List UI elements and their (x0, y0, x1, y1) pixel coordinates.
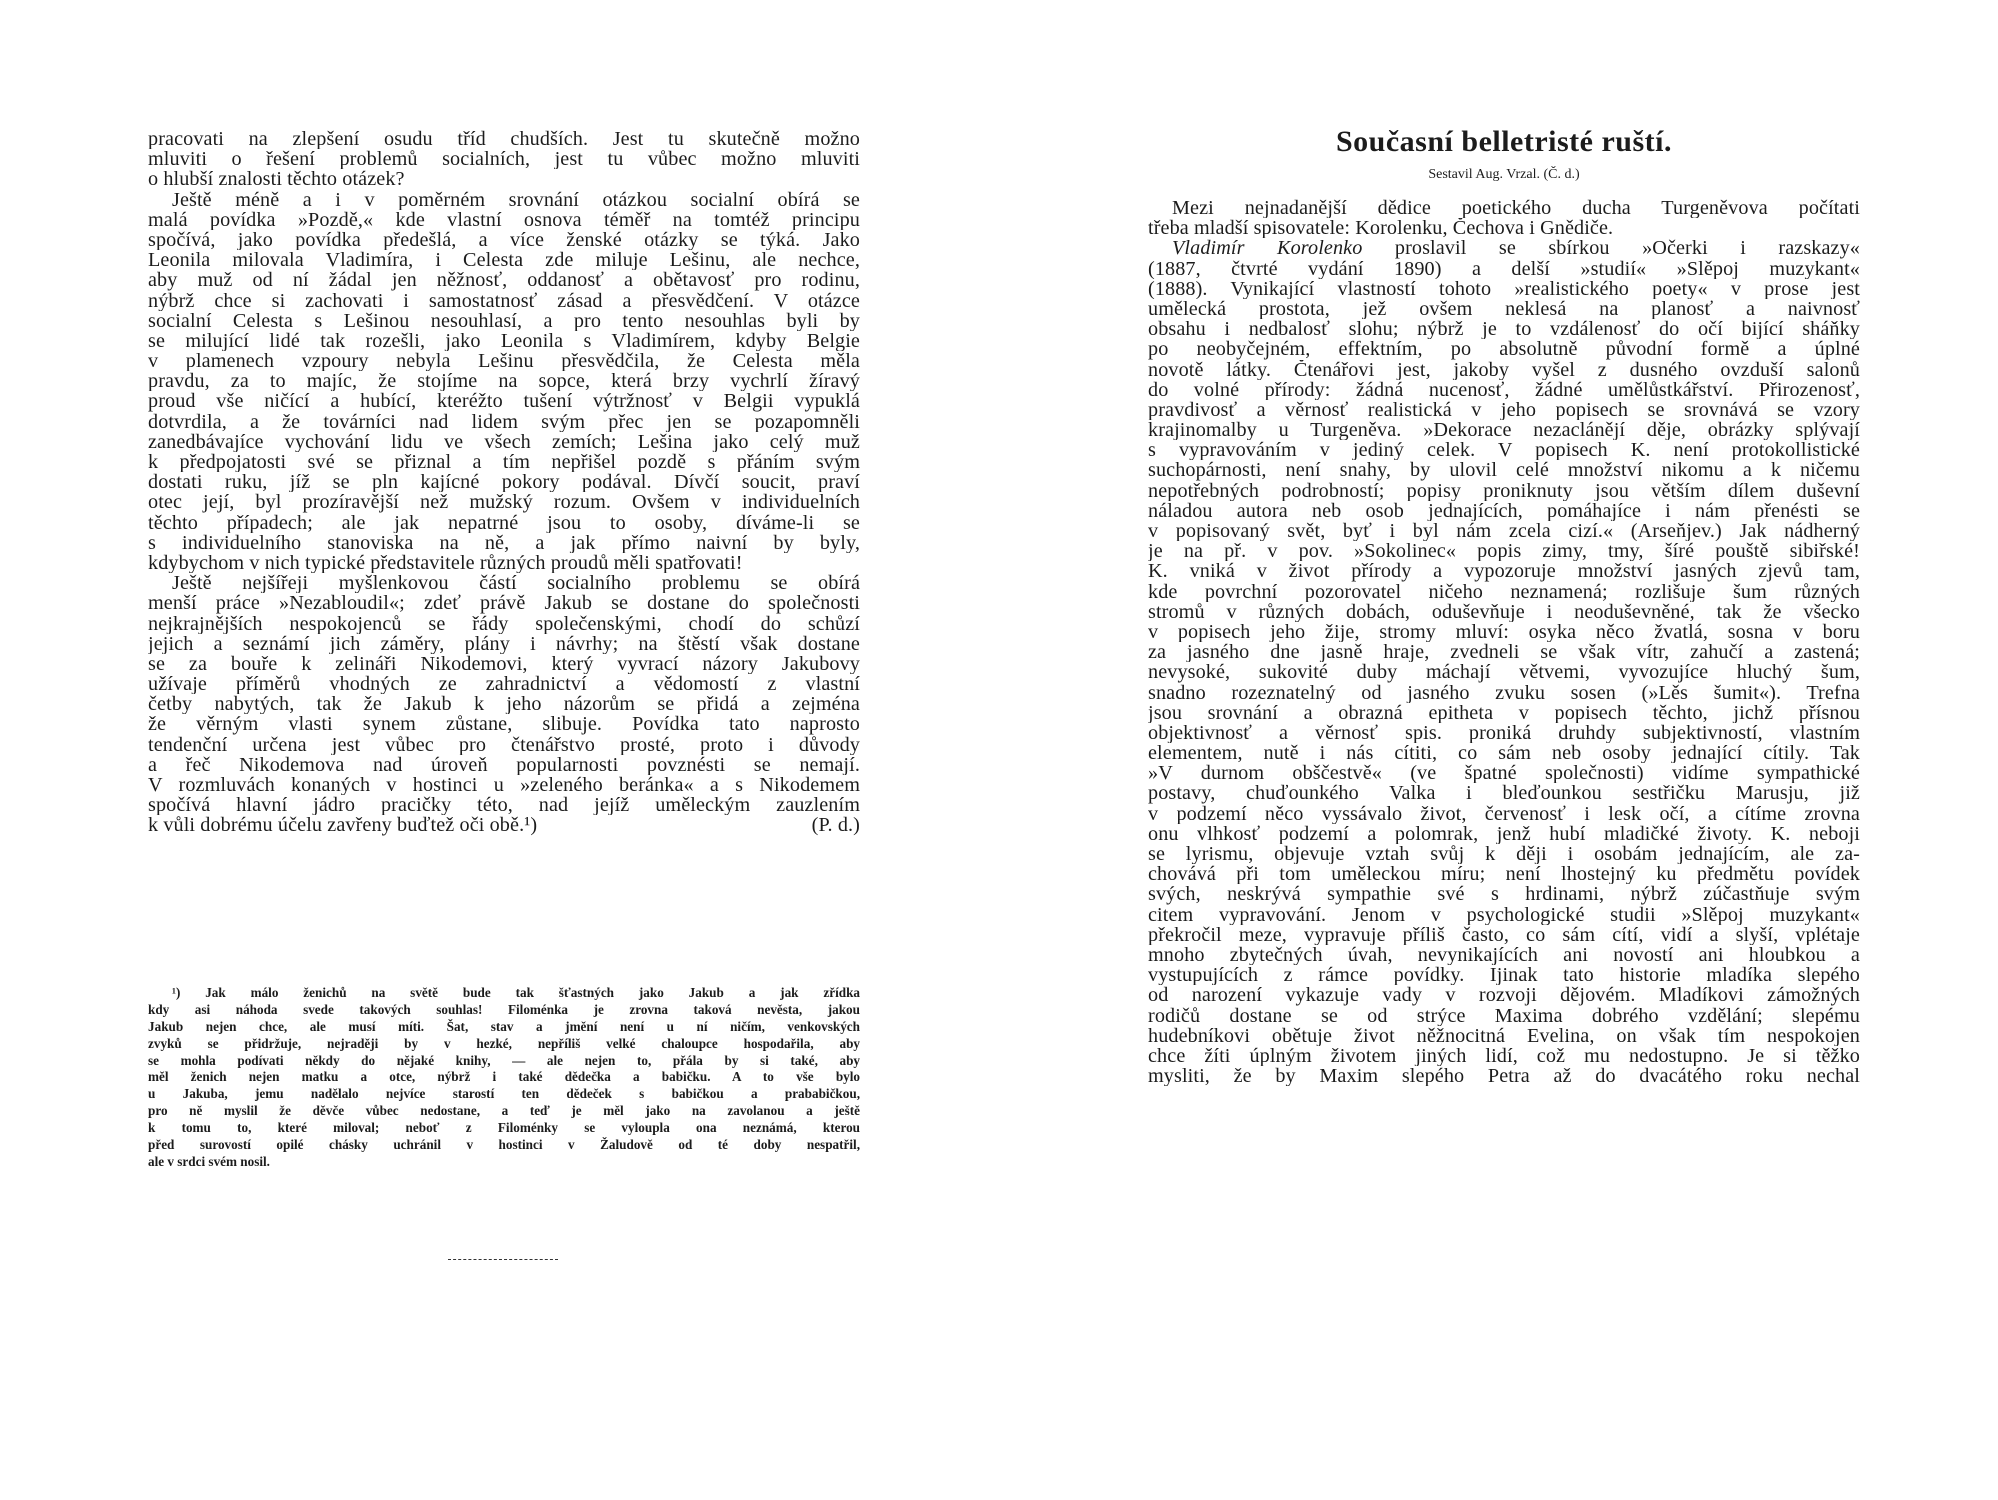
left-body-text (148, 129, 860, 836)
body-line: obsahu i nedbalosť slohu; nýbrž je to vzdálenosť do očí bijící sháňky (1148, 319, 1860, 340)
body-line: otec její, byl prozíravější než mužský rozum. Ovšem v individuelních (148, 492, 860, 513)
body-line: svých, neskrývá sympathie své s hrdinami, nýbrž zúčastňuje svým (1148, 884, 1860, 905)
footnote-line: u Jakuba, jemu nadělalo nejvíce starostí ten dědeček s babičkou a prababičkou, (148, 1086, 860, 1102)
body-line: stromů v různých dobách, oduševňuje i neoduševněné, tak že všecko (1148, 601, 1860, 622)
body-line: pravdu, za to majíc, že stojíme na sopce, která brzy vychrlí žíravý (148, 371, 860, 392)
body-line: mluviti o řešení problemů socialních, jest tu vůbec možno mluviti (148, 149, 860, 170)
body-line: za jasného dne jasně hraje, zvedneli se však vítr, zahučí a zastená; (1148, 642, 1860, 663)
body-line: nejkrajnějších nespokojenců se řády společenskými, chodí do schůzí (148, 613, 860, 634)
body-line: o hlubší znalosti těchto otázek? (148, 169, 405, 190)
body-line: snadno rozeznatelný od jasného zvuku sosen (»Lěs šumit«). Trefna (1148, 682, 1860, 703)
body-line: překročil meze, vypravuje příliš často, co sám cítí, vidí a slyší, vplétaje (1148, 924, 1860, 945)
body-line: k předpojatosti své se přiznal a tím nepřišel pozdě s přáním svým (148, 452, 860, 473)
body-line: od narození vykazuje vady v rozvoji dějovém. Mladíkovi zámožných (1148, 985, 1860, 1006)
footnote-line: před surovostí opilé chásky uchránil v hostinci v Žaludově od té doby nespatřil, (148, 1137, 860, 1153)
body-line: se milující lidé tak rozešli, jako Leonila s Vladimírem, kdyby Belgie (148, 330, 860, 352)
body-line: »V durnom obščestvě« (ve špatné společnosti) vidíme sympathické (1148, 763, 1860, 784)
body-line: V rozmluvách konaných v hostinci u »zeleného beránka« a s Nikodemem (148, 775, 860, 796)
body-line: objektivnosť a věrnosť spis. proniká druhdy subjektivností, vlastním (1148, 722, 1860, 744)
end-rule (448, 1259, 558, 1260)
footnote-line: měl ženich nejen matku a otce, nýbrž i také dědečka a babičku. A to vše bylo (148, 1069, 860, 1085)
body-line: jsou srovnání a obrazná epitheta v popisech těchto, jichž přísnou (1148, 702, 1860, 723)
body-line: aby muž od ní žádal jen něžnosť, oddanosť a obětavosť pro rodinu, (148, 270, 860, 291)
body-line: četby nabytých, tak že Jakub k jeho názorům se přidá a zejména (148, 694, 860, 715)
body-line: do volné přírody: žádná nucenosť, žádné umělůstkářství. Přirozenosť, (1148, 379, 1860, 400)
body-line: spočívá hlavní jádro pracičky této, nad jejíž uměleckým zauzlením (148, 795, 860, 816)
body-line: náladou autora neb osob jednajících, pomáhajíce i nám přenésti se (1148, 500, 1860, 521)
body-line: umělecká prostota, jež ovšem neklesá na planosť a naivnosť (1148, 298, 1860, 320)
footnote-line: se mohla podívati někdy do nějaké knihy, — ale nejen to, přála by si také, aby (148, 1052, 860, 1068)
body-line: po neobyčejném, effektním, po absolutně původní formě a úplné (1148, 339, 1860, 360)
body-line: s individuelního stanoviska na ně, a jak přímo naivní by byly, (148, 532, 860, 553)
body-line: třeba mladší spisovatele: Korolenku, Čechova i Gnědiče. (1148, 218, 1614, 239)
body-line: v podzemí něco vyssávalo život, červenosť i lesk očí, a cítíme zrovna (1148, 803, 1860, 824)
body-line: proud vše ničící a hubící, kteréžto tušení výtržnosť v Belgii vypuklá (148, 391, 860, 412)
article-title: Současní belletristé ruští. (1336, 125, 1672, 158)
body-line: chovává při tom uměleckou míru; není lhostejný ku předmětu povídek (1148, 864, 1860, 885)
body-line: Mezi nejnadanější dědice poetického ducha Turgeněvova počítati (1172, 198, 1860, 219)
body-line: postavy, chuďounkého Valka i bleďounkou sestřičku Marusju, již (1148, 783, 1860, 804)
footnote-line: k tomu to, které miloval; neboť z Filoménky se vyloupla ona neznámá, kterou (148, 1120, 860, 1136)
body-line: v plamenech vzpoury nebyla Lešinu přesvědčila, že Celesta měla (148, 351, 860, 372)
body-line: spočívá, jako povídka předešlá, a více ženské otázky se týká. Jako (148, 229, 860, 251)
body-line: nevysoké, sukovité duby máchají větvemi, vyvozujíce hluchý šum, (1148, 662, 1860, 683)
body-line: se lyrismu, objevuje vztah svůj k ději i osobám jednajícím, ale za- (1148, 844, 1860, 865)
body-line: tendenční určena jest vůbec pro čtenářstvo prosté, proto i důvody (148, 734, 860, 755)
body-line: dotvrdila, a že továrníci nad lidem svým přec jen se pozapomněli (148, 411, 860, 432)
footnote (148, 985, 860, 1171)
body-line: socialní Celesta s Lešinou nesouhlasí, a pro tento nesouhlas byli by (148, 310, 860, 331)
byline: Sestavil Aug. Vrzal. (Č. d.) (1428, 167, 1580, 182)
body-line: pravdivosť a věrnosť realistická v jeho popisech se srovnává se vzory (1148, 399, 1860, 421)
signature: (P. d.) (811, 815, 860, 836)
body-line: citem vypravování. Jenom v psychologické studii »Slěpoj muzykant« (1148, 904, 1860, 925)
body-line: kde povrchní pozorovatel ničeho neznamená; rozlišuje šum různých (1148, 581, 1860, 602)
body-line: zanedbávajíce vychování lidu ve všech zemích; Lešina jako celý muž (148, 431, 860, 452)
body-line: K. vniká v život přírody a vypozoruje množství jasných zjevů tam, (1148, 561, 1860, 582)
body-line: krajinomalby u Turgeněva. »Dekorace nezaclánějí děje, obrázky splývají (1148, 420, 1860, 441)
body-line: Vladimír Korolenko proslavil se sbírkou »Očerki i razskazy« (1172, 238, 1860, 259)
body-line: elementem, nutě i nás cítiti, co sám neb osoby jednající cítily. Tak (1148, 743, 1860, 764)
body-line: hudebníkovi obětuje život něžnocitná Evelina, on však tím nespokojen (1148, 1025, 1860, 1046)
body-line: těchto případech; ale jak nepatrné jsou to osoby, díváme-li se (148, 512, 860, 533)
footnote-line: Jakub nejen chce, ale musí míti. Šat, stav a jmění není u ní ničím, venkovských (148, 1018, 860, 1034)
body-line: k vůli dobrému účelu zavřeny buďtež oči obě.¹) (P. d.) (148, 815, 860, 836)
body-line: Ještě nejšířeji myšlenkovou částí socialního problemu se obírá (172, 573, 860, 594)
body-line: pracovati na zlepšení osudu tříd chudších. Jest tu skutečně možno (148, 129, 860, 150)
body-line: v popisovaný svět, byť i byl nám zcela cizí.« (Arseňjev.) Jak nádherný (1148, 521, 1860, 542)
body-line: malá povídka »Pozdě,« kde vlastní osnova téměř na tomtéž principu (148, 209, 860, 230)
body-line: Ještě méně a i v poměrném srovnání otázkou socialní obírá se (172, 189, 860, 210)
body-line: jejich a seznámí jich záměry, plány i návrhy; na štěstí však dostane (148, 633, 860, 654)
body-line: rodičů dostane se od strýce Maxima dobrého vzdělání; slepému (1148, 1005, 1860, 1026)
body-line: kdybychom v nich typické představitele různých proudů měli spatřovati! (148, 552, 743, 574)
body-line: (1887, čtvrté vydání 1890) a delší »studií« »Slěpoj muzykant« (1148, 258, 1860, 279)
body-line: v popisech jeho žije, stromy mluví: osyka něco žvatlá, sosna v boru (1148, 621, 1860, 643)
body-line: se za bouře k zelináři Nikodemovi, který vyvrací názory Jakubovy (148, 653, 860, 675)
body-line: novotě látky. Čtenářovi jest, jakoby vyšel z dusného ovzduší salonů (1148, 359, 1860, 380)
body-line: mysliti, že by Maxim slepého Petra až do dvacátého roku nechal (1148, 1066, 1860, 1087)
body-line: nýbrž chce si zachovati i samostatnosť zásad a přesvědčení. V otázce (148, 290, 860, 311)
body-line: dostati ruku, jíž se pln kajícné pokory podával. Dívčí soucit, praví (148, 472, 860, 493)
body-line: mnoho zbytečných úvah, nevynikajících ani novostí ani hloubkou a (1148, 944, 1860, 966)
body-line: chce žíti úplným životem jiných lidí, což mu nedostupno. Je si těžko (1148, 1045, 1860, 1067)
body-line: Leonila milovala Vladimíra, i Celesta zde miluje Lešinu, ale nechce, (148, 250, 860, 271)
body-line: vystupujících z rámce povídky. Ijinak tato historie mladíka slepého (1148, 965, 1860, 986)
right-body-text (1148, 198, 1860, 1086)
body-line: (1888). Vynikající vlastností tohoto »realistického poety« v prose jest (1148, 278, 1860, 299)
footnote-line: ale v srdci svém nosil. (148, 1153, 270, 1169)
body-line: onu vlhkosť podzemí a polomrak, jenž hubí mladičké životy. K. neboji (1148, 823, 1860, 844)
footnote-line: pro ně myslil že děvče vůbec nedostane, a teď je měl jako na zavolanou a ještě (148, 1103, 860, 1119)
footnote-line: kdy asi náhoda svede takových souhlas! Filoménka je zrovna taková nevěsta, jakou (148, 1001, 860, 1017)
body-line: užívaje příměrů vhodných ze zahradnictví a vědomostí z vlastní (148, 674, 860, 695)
footnote-line: ¹) Jak málo ženichů na světě bude tak šťastných jako Jakub a jak zřídka (172, 985, 860, 1000)
body-line: je na př. v pov. »Sokolinec« popis zimy, tmy, šíré pouště sibiřské! (1148, 541, 1860, 562)
body-line: s vypravováním v jediný celek. V popisech K. není protokollistické (1148, 440, 1860, 461)
footnote-line: zvyků se přidržuje, nejraději by v hezké, nepříliš velké chaloupce hospodařila, aby (148, 1035, 860, 1051)
body-line: nepotřebných podrobností; popisy proniknuty jsou větším dílem duševní (1148, 480, 1860, 501)
body-line: a řeč Nikodemova nad úroveň popularnosti povznésti se nemají. (148, 754, 860, 775)
body-line: suchopárnosti, není snahy, by ulovil celé množství nikomu a k ničemu (1148, 460, 1860, 481)
body-line: menší práce »Nezabloudil«; zdeť právě Jakub se dostane do společnosti (148, 593, 860, 614)
body-line: že věrným vlasti synem zůstane, slibuje. Povídka tato naprosto (148, 714, 860, 735)
